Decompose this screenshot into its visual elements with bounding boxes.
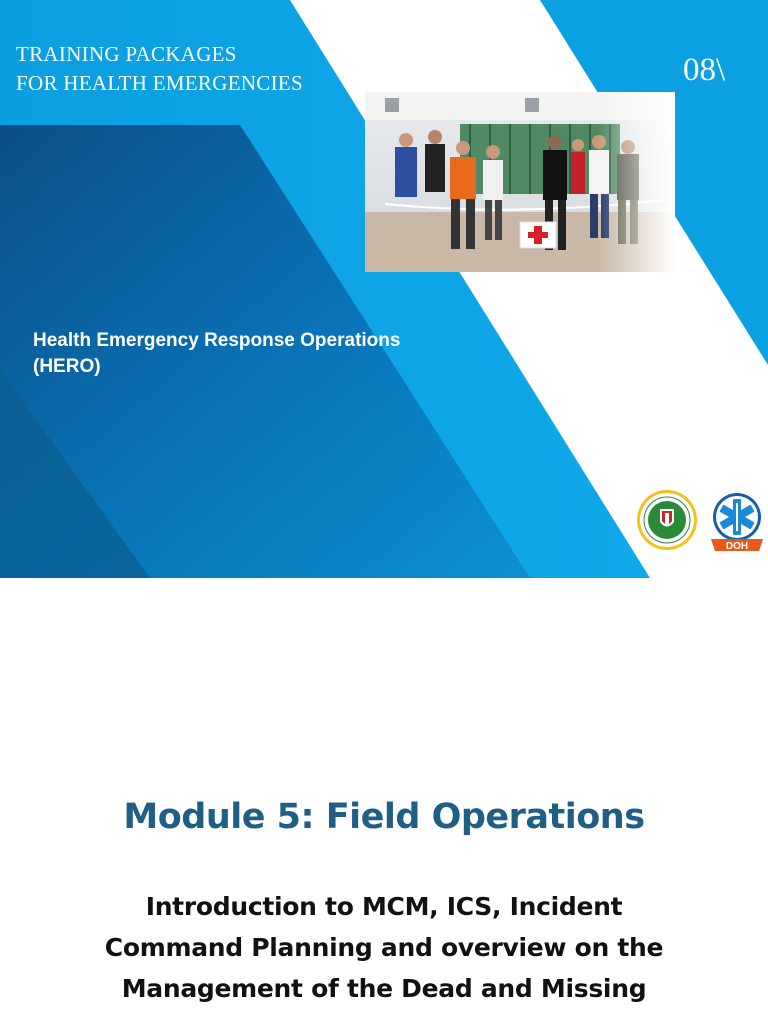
- series-title-line2: FOR HEALTH EMERGENCIES: [16, 71, 304, 95]
- module-title: Module 5: Field Operations: [123, 797, 645, 837]
- series-title: [16, 40, 303, 98]
- program-title-line2: (HERO): [33, 356, 101, 377]
- doh-star-of-life-logo: [707, 489, 767, 553]
- series-title-line1: TRAINING PACKAGES: [16, 42, 237, 66]
- department-of-health-seal-logo: [636, 489, 698, 551]
- program-title: [33, 328, 400, 380]
- page-code: 08\: [683, 52, 726, 88]
- program-title-line1: Health Emergency Response Operations: [33, 330, 401, 351]
- doh-logo-text: DOH: [725, 541, 749, 552]
- module-subtitle: Introduction to MCM, ICS, Incident Command Planning and overview on the Management of the Dead and Missing: [104, 892, 664, 1003]
- field-exercise-photo: [365, 92, 675, 272]
